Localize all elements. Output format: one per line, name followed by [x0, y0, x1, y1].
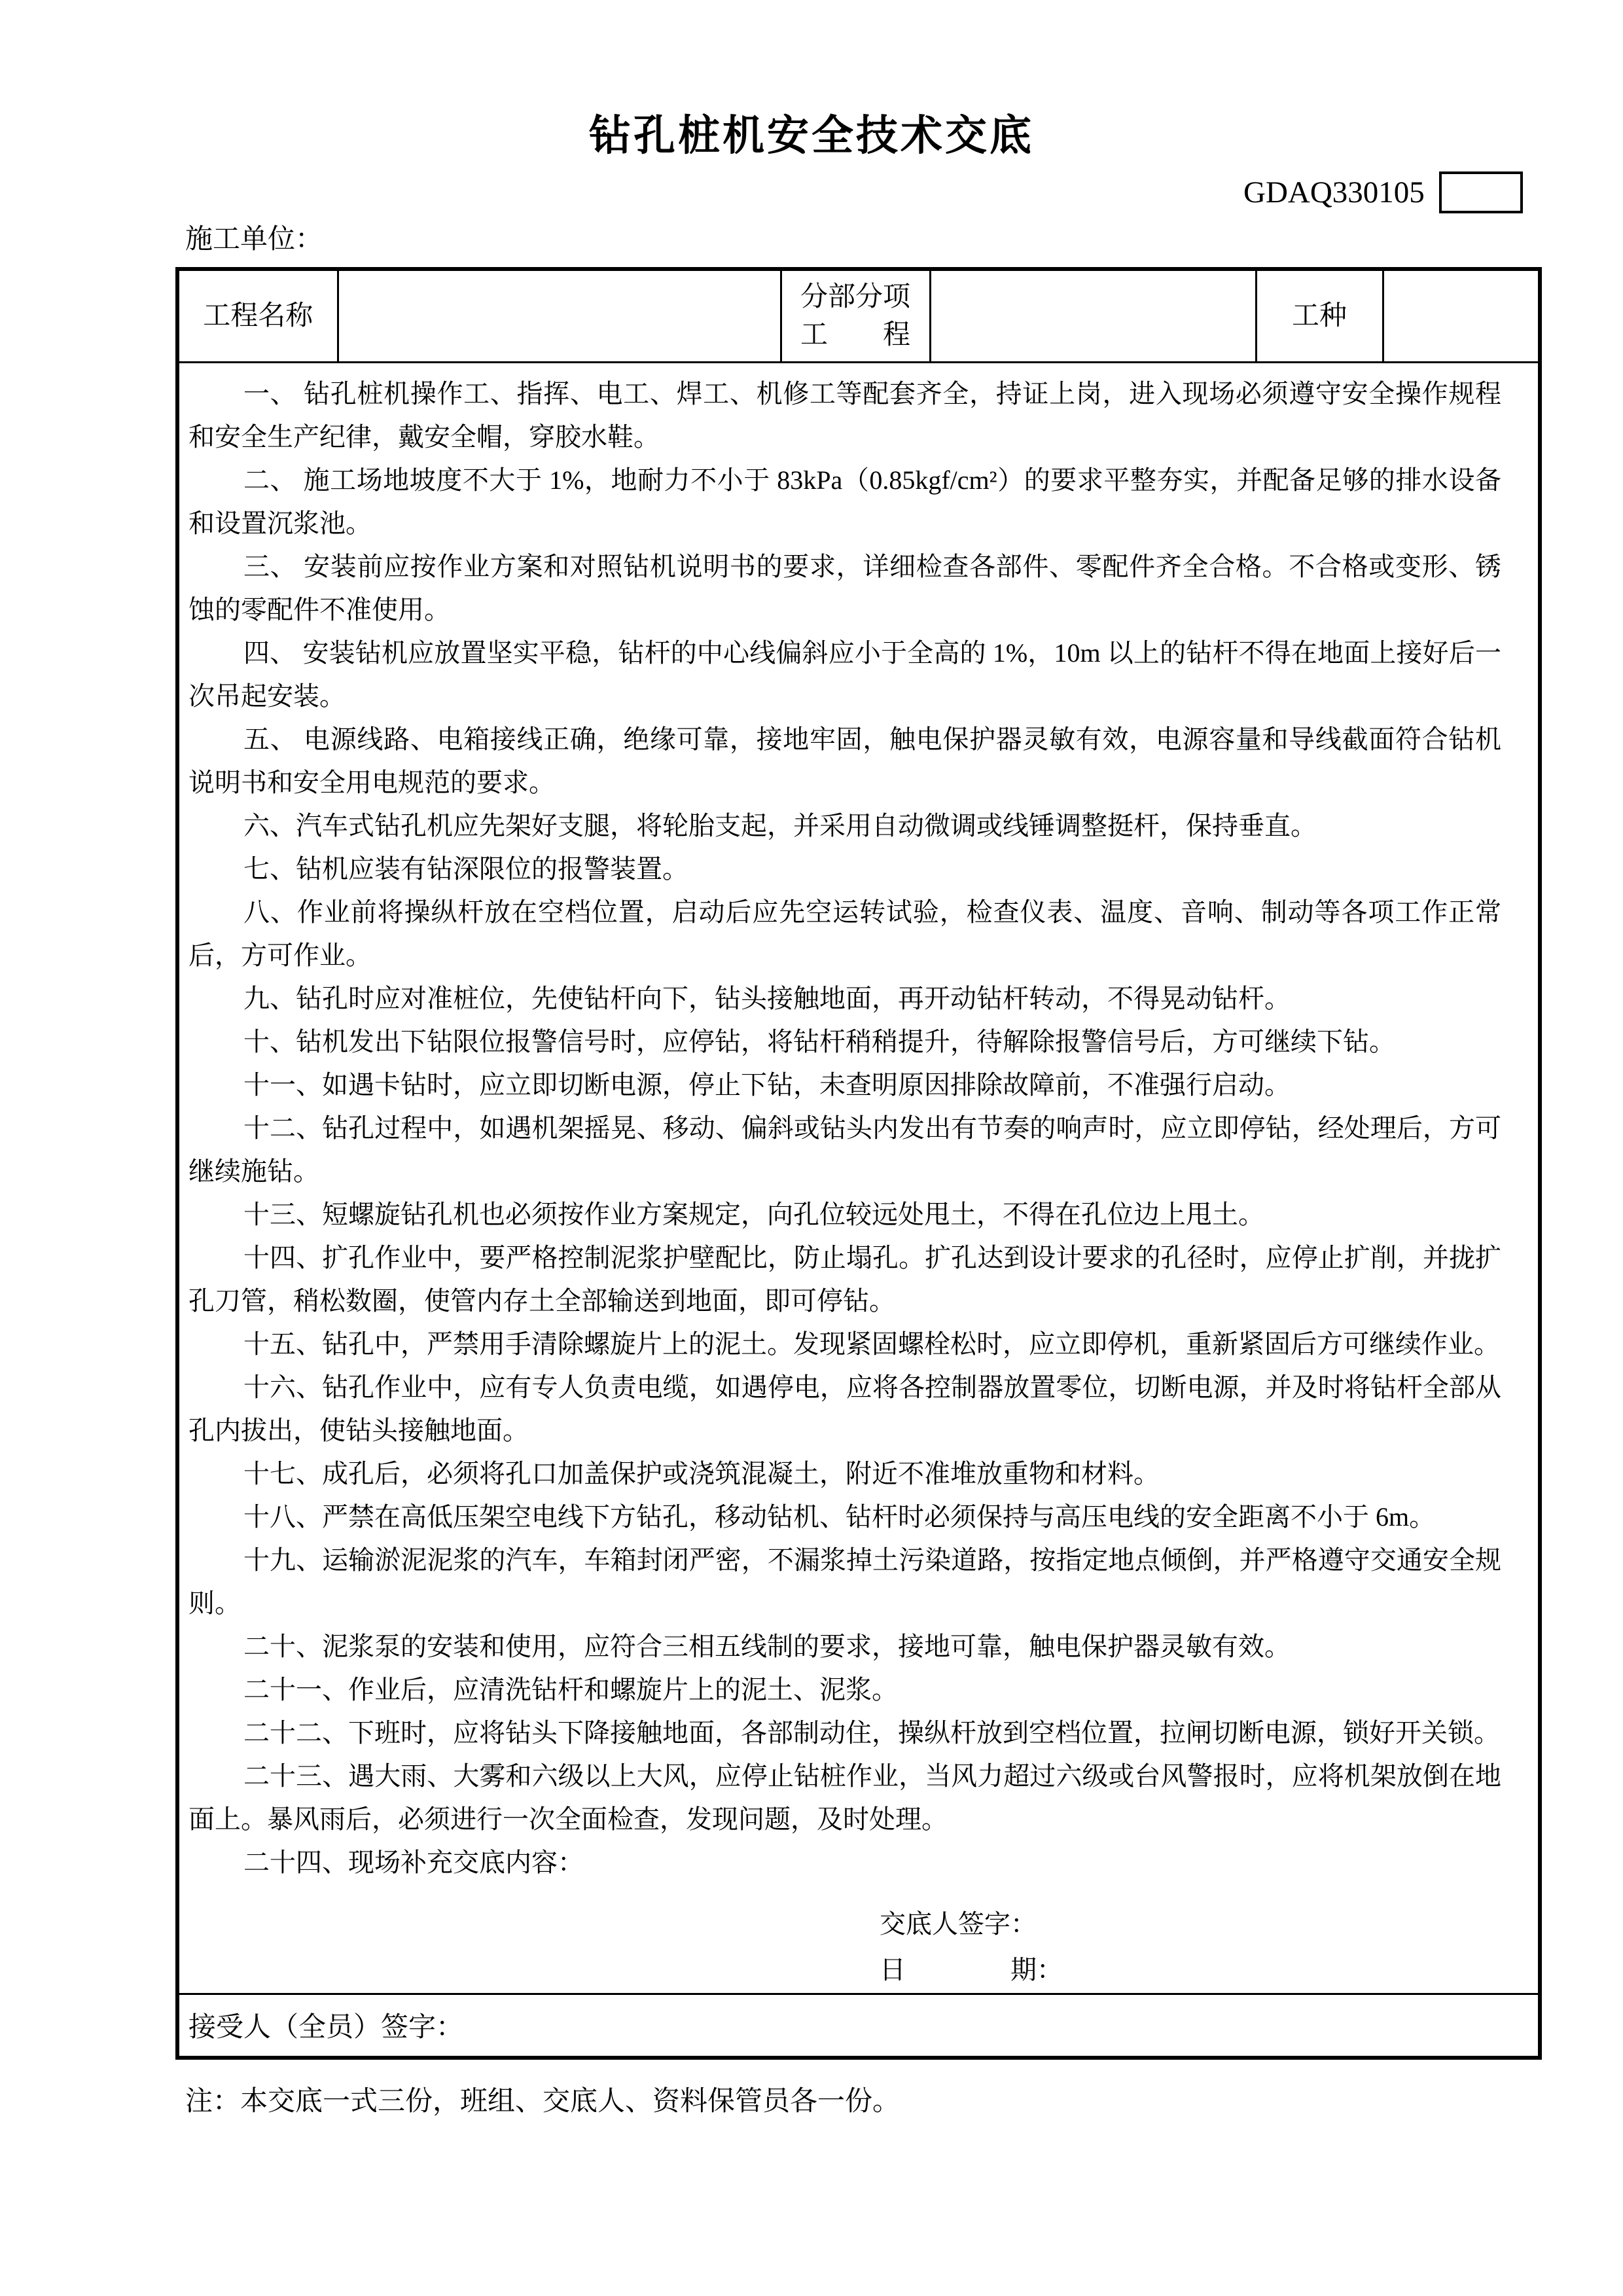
- safety-item: 十二、钻孔过程中，如遇机架摇晃、移动、偏斜或钻头内发出有节奏的响声时，应立即停钻，经处理后，方可继续施钻。: [188, 1113, 1501, 1186]
- safety-item: 二十一、作业后，应清洗钻杆和螺旋片上的泥土、泥浆。: [243, 1674, 898, 1704]
- discloser-signature-label[interactable]: 交底人签字：: [880, 1909, 1037, 1939]
- safety-item: 十五、钻孔中，严禁用手清除螺旋片上的泥土。发现紧固螺栓松时，应立即停机，重新紧固后方可继续作业。: [243, 1329, 1500, 1359]
- footer-note: 注：本交底一式三份，班组、交底人、资料保管员各一份。: [185, 2087, 901, 2117]
- safety-item: 六、汽车式钻孔机应先架好支腿，将轮胎支起，并采用自动微调或线锤调整挺杆，保持垂直。: [243, 810, 1317, 840]
- sub-project-label-line2: 工 程: [800, 319, 910, 350]
- safety-item: 十一、如遇卡钻时，应立即切断电源，停止下钻，未查明原因排除故障前，不准强行启动。: [243, 1069, 1291, 1100]
- safety-item: 九、钻孔时应对准桩位，先使钻杆向下，钻头接触地面，再开动钻杆转动，不得晃动钻杆。: [243, 983, 1291, 1013]
- safety-item: 三、 安装前应按作业方案和对照钻机说明书的要求，详细检查各部件、零配件齐全合格。不合格或变形、锈蚀的零配件不准使用。: [188, 551, 1501, 624]
- form-code-row: [1243, 171, 1523, 213]
- safety-item: 五、 电源线路、电箱接线正确，绝缘可靠，接地牢固，触电保护器灵敏有效，电源容量和导线截面符合钻机说明书和安全用电规范的要求。: [188, 724, 1501, 797]
- safety-item: 八、作业前将操纵杆放在空档位置，启动后应先空运转试验，检查仪表、温度、音响、制动等各项工作正常后，方可作业。: [188, 897, 1501, 970]
- form-receiver-row: [177, 1994, 1540, 2058]
- safety-item: 二十四、现场补充交底内容：: [243, 1847, 584, 1877]
- sub-project-label: [781, 269, 930, 362]
- safety-item: 一、 钻孔桩机操作工、指挥、电工、焊工、机修工等配套齐全，持证上岗，进入现场必须遵守安全操作规程和安全生产纪律，戴安全帽，穿胶水鞋。: [188, 378, 1501, 452]
- safety-item: 四、 安装钻机应放置坚实平稳，钻杆的中心线偏斜应小于全高的 1%，10m 以上的钻杆不得在地面上接好后一次吊起安装。: [188, 637, 1501, 711]
- work-type-field[interactable]: [1383, 269, 1540, 362]
- sub-project-field[interactable]: [930, 269, 1256, 362]
- safety-item: 十七、成孔后，必须将孔口加盖保护或浇筑混凝土，附近不准堆放重物和材料。: [243, 1458, 1160, 1488]
- safety-item: 二十三、遇大雨、大雾和六级以上大风，应停止钻桩作业，当风力超过六级或台风警报时，应将机架放倒在地面上。暴风雨后，必须进行一次全面检查，发现问题，及时处理。: [188, 1761, 1501, 1834]
- project-name-field[interactable]: [338, 269, 781, 362]
- form-code: GDAQ330105: [1243, 175, 1425, 209]
- date-label[interactable]: 日 期：: [880, 1954, 1063, 1984]
- code-fill-box[interactable]: [1439, 171, 1523, 213]
- safety-item: 十三、短螺旋钻孔机也必须按作业方案规定，向孔位较远处甩土，不得在孔位边上甩土。: [243, 1199, 1264, 1229]
- safety-item: 十九、运输淤泥泥浆的汽车，车箱封闭严密，不漏浆掉土污染道路，按指定地点倾倒，并严格遵守交通安全规则。: [188, 1545, 1501, 1618]
- safety-item: 十、钻机发出下钻限位报警信号时，应停钻，将钻杆稍稍提升，待解除报警信号后，方可继续下钻。: [243, 1026, 1395, 1056]
- safety-item: 二十、泥浆泵的安装和使用，应符合三相五线制的要求，接地可靠，触电保护器灵敏有效。: [243, 1631, 1291, 1661]
- signature-block: [880, 1901, 1501, 1993]
- safety-item: 二、 施工场地坡度不大于 1%，地耐力不小于 83kPa（0.85kgf/cm²）的要求平整夯实，并配备足够的排水设备和设置沉浆池。: [188, 465, 1501, 538]
- work-type-label: 工种: [1256, 269, 1383, 362]
- page-title: 钻孔桩机安全技术交底: [589, 113, 1034, 159]
- project-name-label: 工程名称: [177, 269, 338, 362]
- sub-project-label-line1: 分部分项: [800, 281, 910, 312]
- form-header-row: [177, 269, 1540, 362]
- disclosure-form-table: [175, 267, 1542, 2060]
- disclosure-content-cell: [177, 362, 1540, 1994]
- safety-item: 十四、扩孔作业中，要严格控制泥浆护壁配比，防止塌孔。扩孔达到设计要求的孔径时，应停止扩削，并拢扩孔刀管，稍松数圈，使管内存土全部输送到地面，即可停钻。: [188, 1242, 1501, 1316]
- safety-item: 十六、钻孔作业中，应有专人负责电缆，如遇停电，应将各控制器放置零位，切断电源，并及时将钻杆全部从孔内拔出，使钻头接触地面。: [188, 1372, 1501, 1445]
- construction-unit-label: 施工单位：: [185, 224, 323, 255]
- form-body-row: [177, 362, 1540, 1994]
- receiver-signature-cell[interactable]: [177, 1994, 1540, 2058]
- safety-items-list: [188, 372, 1501, 1884]
- safety-item: 十八、严禁在高低压架空电线下方钻孔，移动钻机、钻杆时必须保持与高压电线的安全距离不小于 6m。: [243, 1501, 1436, 1532]
- receiver-signature-label: 接受人（全员）签字：: [188, 2013, 464, 2043]
- safety-item: 二十二、下班时，应将钻头下降接触地面，各部制动住，操纵杆放到空档位置，拉闸切断电源，锁好开关锁。: [243, 1717, 1500, 1748]
- safety-item: 七、钻机应装有钻深限位的报警装置。: [243, 853, 688, 884]
